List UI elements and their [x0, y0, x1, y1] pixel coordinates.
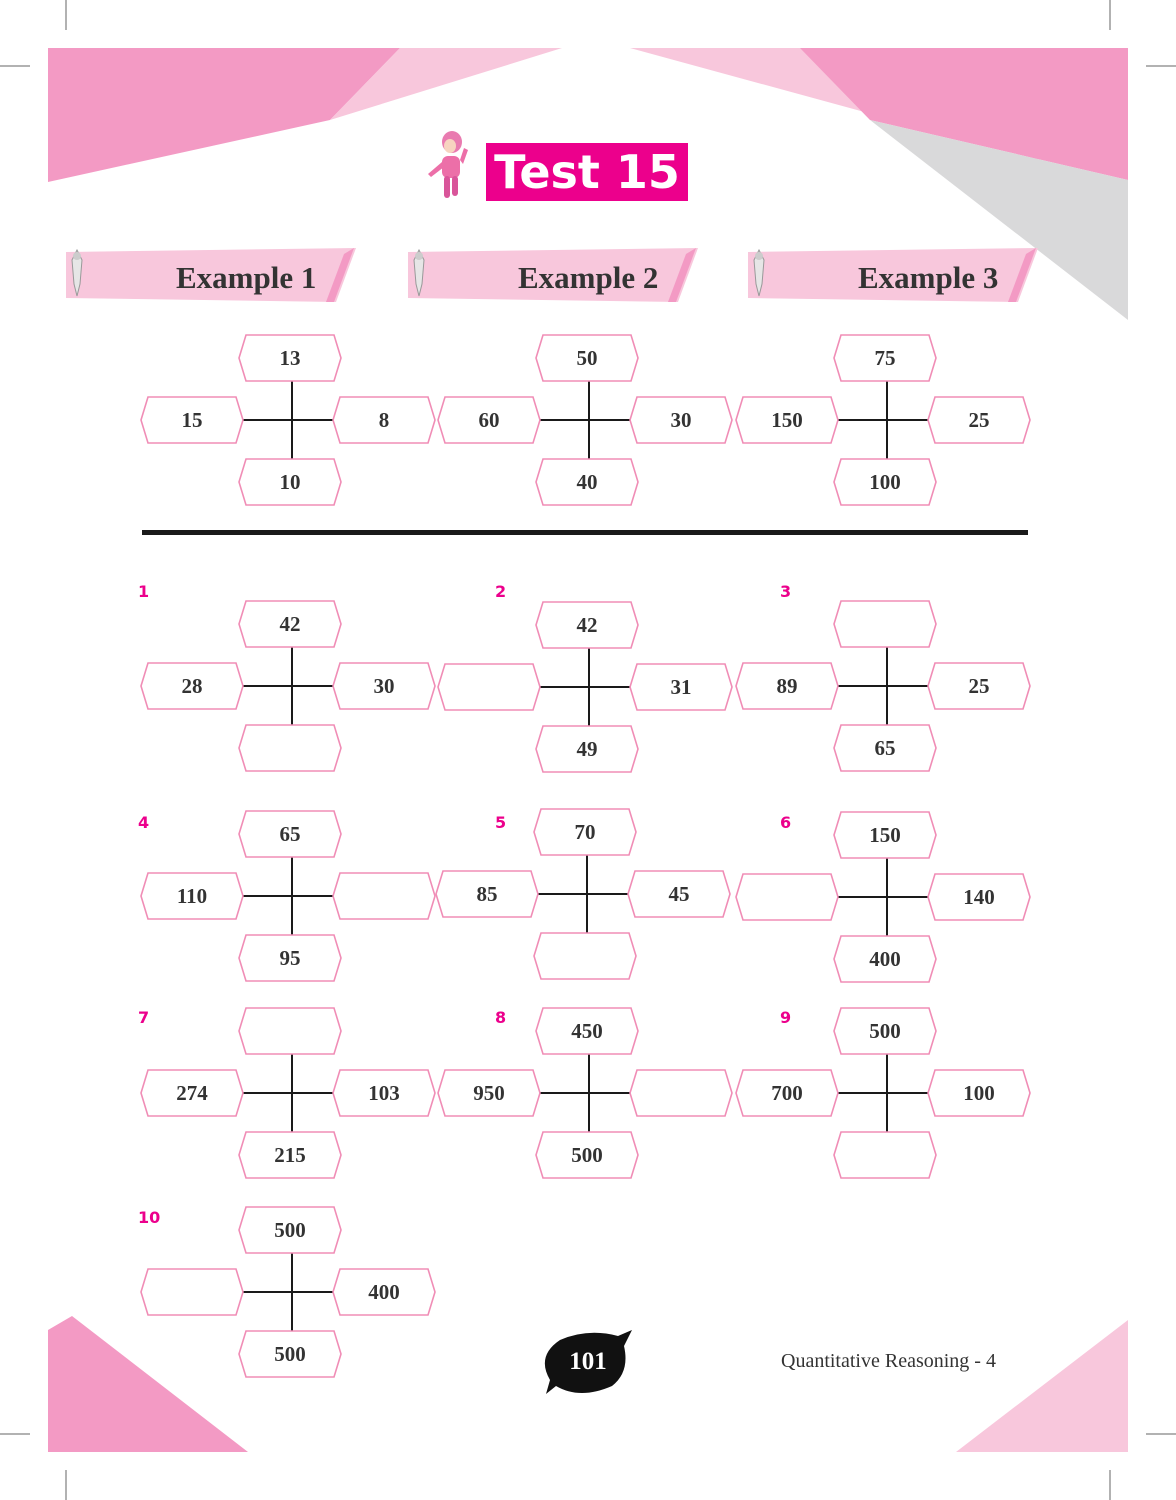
- cell-value: 10: [279, 470, 301, 494]
- number-cell-right: [927, 396, 1031, 444]
- cell-value: 40: [576, 470, 598, 494]
- cell-value: 500: [869, 1019, 901, 1043]
- cell-value: 500: [274, 1342, 306, 1366]
- number-cell-bottom: [535, 1131, 639, 1179]
- cell-value: 150: [771, 408, 803, 432]
- number-cell-left: [735, 662, 839, 710]
- cell-value: 15: [181, 408, 203, 432]
- number-cell-left: [735, 1069, 839, 1117]
- cell-value: 400: [869, 947, 901, 971]
- example-tab-1: [66, 248, 358, 312]
- number-cell-right: [629, 396, 733, 444]
- page-title: Test 15: [486, 143, 688, 201]
- cell-value: 8: [378, 408, 390, 432]
- number-cell-right: [927, 662, 1031, 710]
- answer-box-right[interactable]: [332, 872, 436, 920]
- question-puzzle-8: [437, 1007, 737, 1191]
- cell-value: 100: [963, 1081, 995, 1105]
- number-cell-top: [238, 1206, 342, 1254]
- cell-value: 95: [279, 946, 301, 970]
- cell-value: 28: [181, 674, 203, 698]
- section-divider: [142, 530, 1028, 535]
- question-number: 1: [138, 582, 150, 601]
- question-number: 4: [138, 813, 150, 832]
- cell-value: 42: [576, 613, 598, 637]
- cell-value: 950: [473, 1081, 505, 1105]
- number-cell-right: [927, 873, 1031, 921]
- pin-icon: [748, 248, 770, 298]
- number-cell-left: [735, 396, 839, 444]
- question-puzzle-6: [735, 811, 1035, 995]
- number-cell-top: [833, 1007, 937, 1055]
- example-puzzle-1: [140, 334, 440, 518]
- number-cell-right: [332, 1069, 436, 1117]
- question-puzzle-2: [437, 601, 737, 785]
- number-cell-top: [238, 334, 342, 382]
- number-cell-top: [533, 808, 637, 856]
- number-cell-left: [140, 396, 244, 444]
- question-number: 7: [138, 1008, 150, 1027]
- cell-value: 500: [274, 1218, 306, 1242]
- example-label: Example 1: [176, 260, 317, 295]
- cell-value: 89: [776, 674, 798, 698]
- question-number: 6: [780, 813, 792, 832]
- cell-value: 75: [874, 346, 896, 370]
- question-puzzle-9: [735, 1007, 1035, 1191]
- number-cell-top: [833, 811, 937, 859]
- number-cell-right: [927, 1069, 1031, 1117]
- example-tab-2: [408, 248, 700, 312]
- question-puzzle-4: [140, 810, 440, 994]
- cell-value: 400: [368, 1280, 400, 1304]
- number-cell-top: [535, 601, 639, 649]
- answer-box-bottom[interactable]: [238, 724, 342, 772]
- pin-icon: [66, 248, 88, 298]
- question-puzzle-10: [140, 1206, 440, 1390]
- cell-value: 65: [279, 822, 301, 846]
- example-puzzle-2: [437, 334, 737, 518]
- number-cell-top: [535, 334, 639, 382]
- example-tab-3: [748, 248, 1040, 312]
- girl-character-icon: [424, 130, 476, 204]
- cell-value: 42: [279, 612, 301, 636]
- number-cell-right: [332, 1268, 436, 1316]
- cell-value: 85: [476, 882, 498, 906]
- number-cell-left: [140, 872, 244, 920]
- number-cell-top: [833, 334, 937, 382]
- question-puzzle-7: [140, 1007, 440, 1191]
- cell-value: 25: [968, 408, 990, 432]
- number-cell-bottom: [238, 458, 342, 506]
- question-puzzle-1: [140, 600, 440, 784]
- number-cell-bottom: [238, 934, 342, 982]
- question-puzzle-5: [435, 808, 735, 992]
- number-cell-left: [437, 396, 541, 444]
- number-cell-left: [140, 662, 244, 710]
- answer-box-bottom[interactable]: [833, 1131, 937, 1179]
- question-number: 10: [138, 1208, 161, 1227]
- pin-icon: [408, 248, 430, 298]
- cell-value: 13: [279, 346, 301, 370]
- cell-value: 45: [668, 882, 690, 906]
- answer-box-left[interactable]: [437, 663, 541, 711]
- number-cell-bottom: [833, 935, 937, 983]
- book-title: Quantitative Reasoning - 4: [781, 1350, 996, 1372]
- cell-value: 31: [670, 675, 692, 699]
- cell-value: 450: [571, 1019, 603, 1043]
- cell-value: 65: [874, 736, 896, 760]
- answer-box-left[interactable]: [140, 1268, 244, 1316]
- question-number: 9: [780, 1008, 792, 1027]
- number-cell-top: [238, 600, 342, 648]
- cell-value: 49: [576, 737, 598, 761]
- number-cell-right: [627, 870, 731, 918]
- cell-value: 700: [771, 1081, 803, 1105]
- cell-value: 140: [963, 885, 995, 909]
- cell-value: 110: [176, 884, 208, 908]
- question-number: 2: [495, 582, 507, 601]
- number-cell-right: [629, 663, 733, 711]
- example-label: Example 3: [858, 260, 999, 295]
- cell-value: 150: [869, 823, 901, 847]
- cell-value: 25: [968, 674, 990, 698]
- question-number: 5: [495, 813, 507, 832]
- number-cell-bottom: [833, 724, 937, 772]
- question-number: 8: [495, 1008, 507, 1027]
- answer-box-left[interactable]: [735, 873, 839, 921]
- number-cell-bottom: [238, 1131, 342, 1179]
- example-label: Example 2: [518, 260, 659, 295]
- cell-value: 500: [571, 1143, 603, 1167]
- example-puzzle-3: [735, 334, 1035, 518]
- question-puzzle-3: [735, 600, 1035, 784]
- cell-value: 274: [176, 1081, 208, 1105]
- cell-value: 60: [478, 408, 500, 432]
- number-cell-top: [535, 1007, 639, 1055]
- answer-box-top[interactable]: [238, 1007, 342, 1055]
- cell-value: 215: [274, 1143, 306, 1167]
- question-number: 3: [780, 582, 792, 601]
- number-cell-left: [435, 870, 539, 918]
- answer-box-bottom[interactable]: [533, 932, 637, 980]
- number-cell-left: [437, 1069, 541, 1117]
- number-cell-left: [140, 1069, 244, 1117]
- number-cell-bottom: [535, 458, 639, 506]
- number-cell-bottom: [535, 725, 639, 773]
- cell-value: 103: [368, 1081, 400, 1105]
- cell-value: 100: [869, 470, 901, 494]
- number-cell-right: [332, 662, 436, 710]
- page-number: 101: [569, 1348, 607, 1375]
- answer-box-top[interactable]: [833, 600, 937, 648]
- cell-value: 30: [670, 408, 692, 432]
- cell-value: 50: [576, 346, 598, 370]
- number-cell-bottom: [238, 1330, 342, 1378]
- answer-box-right[interactable]: [629, 1069, 733, 1117]
- number-cell-right: [332, 396, 436, 444]
- number-cell-bottom: [833, 458, 937, 506]
- number-cell-top: [238, 810, 342, 858]
- cell-value: 30: [373, 674, 395, 698]
- cell-value: 70: [574, 820, 596, 844]
